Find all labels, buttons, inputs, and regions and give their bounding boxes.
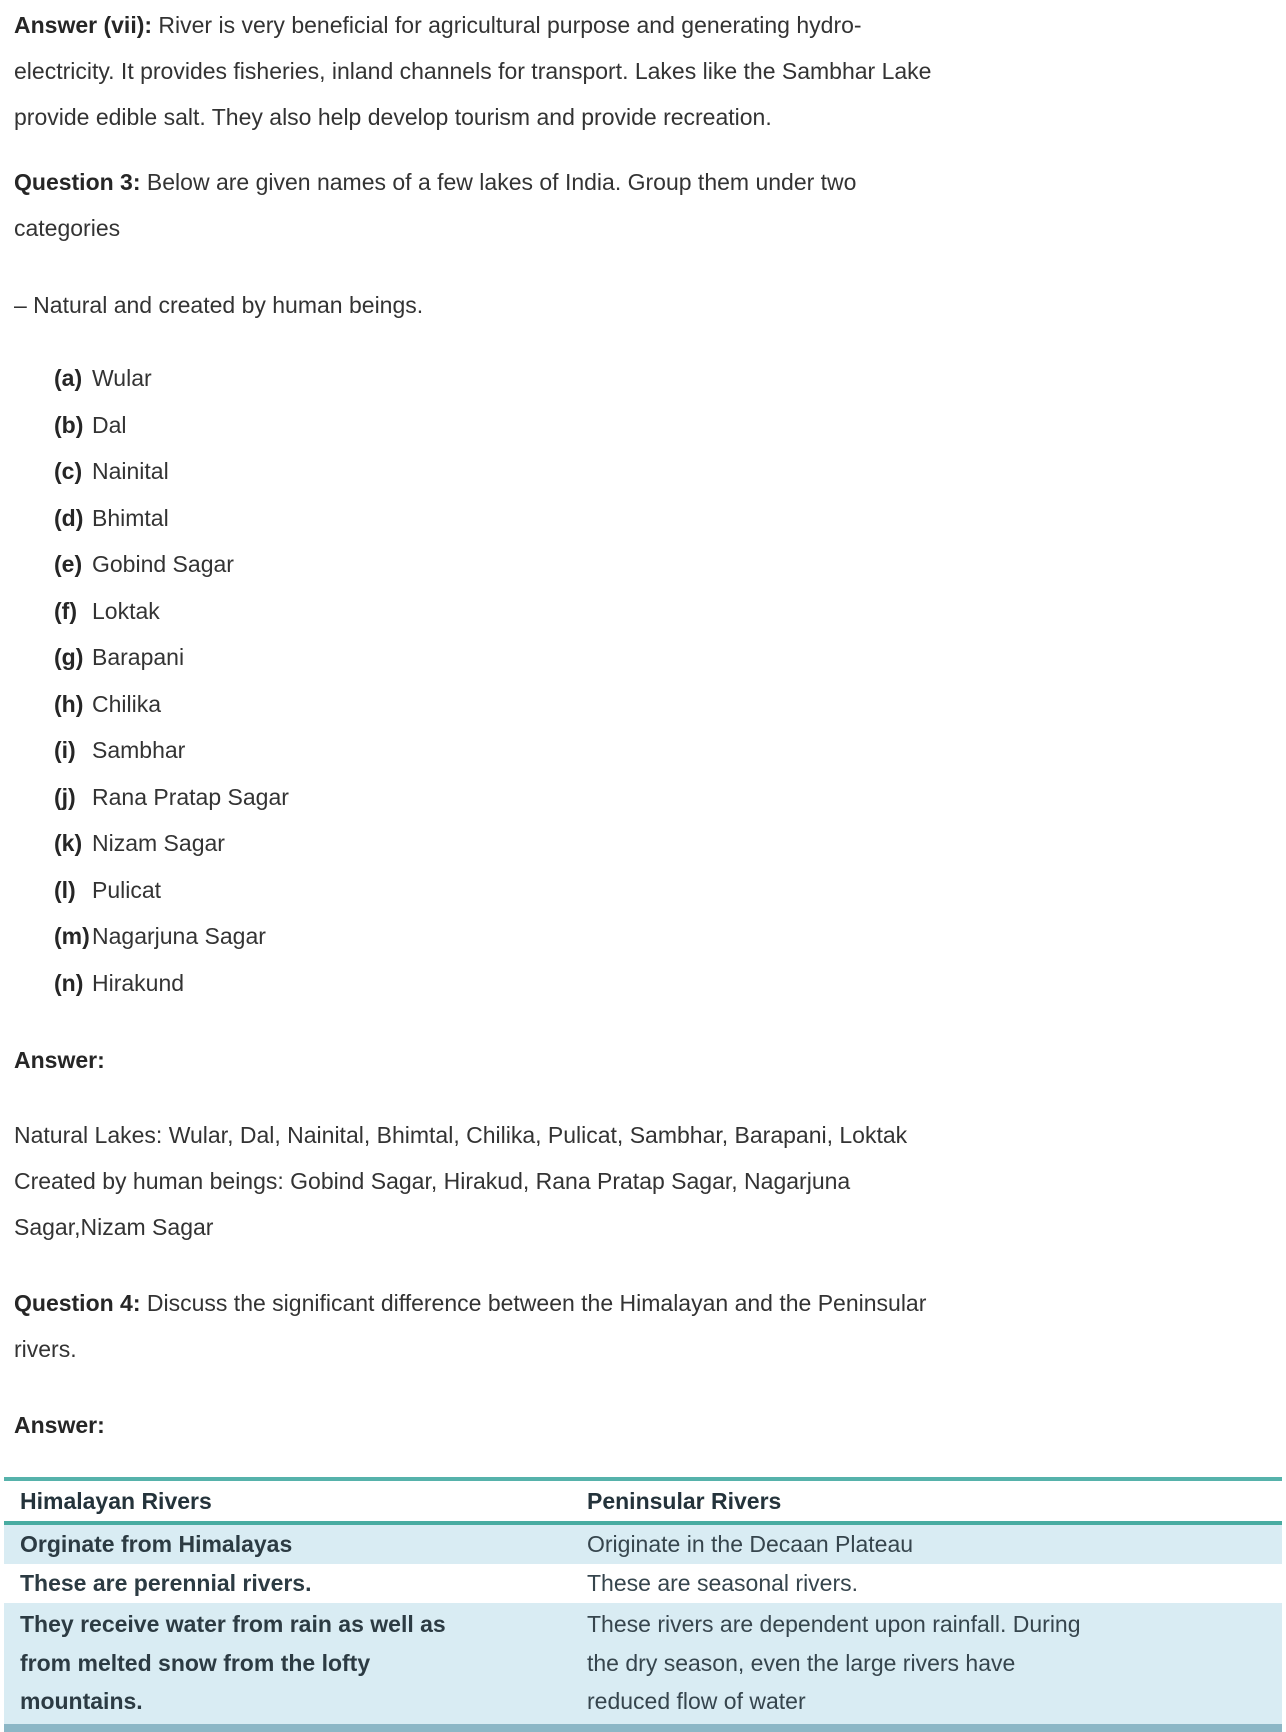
table-cell <box>576 1523 1282 1564</box>
lake-name: Dal <box>92 411 127 438</box>
list-item <box>54 867 1272 914</box>
list-marker: (i) <box>54 737 76 763</box>
list-marker: (a) <box>54 365 83 391</box>
table-row <box>4 1564 1282 1603</box>
list-marker: (n) <box>54 969 84 996</box>
lake-name: Bhimtal <box>92 504 169 531</box>
lake-name: Wular <box>92 365 152 391</box>
lake-name: Nagarjuna Sagar <box>92 923 266 949</box>
cell-text: They receive water from rain as well as <box>20 1611 446 1637</box>
answer-3-line2: Created by human beings: Gobind Sagar, Hirakud, Rana Pratap Sagar, Nagarjuna <box>14 1168 851 1194</box>
question-3-paragraph <box>14 159 1272 251</box>
lake-name: Chilika <box>92 690 162 717</box>
cell-text: reduced flow of water <box>587 1688 806 1714</box>
table-cell <box>4 1564 576 1603</box>
question-3-line2: categories <box>14 215 121 241</box>
answer-vii-line2: electricity. It provides fisheries, inland channels for transport. Lakes like the Sambhar Lake <box>14 58 932 84</box>
header-peninsular-rivers: Peninsular Rivers <box>576 1479 1282 1523</box>
list-item <box>54 355 1272 402</box>
question-4-label: Question 4: <box>14 1290 141 1316</box>
list-marker: (m) <box>54 923 90 949</box>
list-marker: (b) <box>54 411 84 438</box>
answer-4-label: Answer: <box>14 1412 105 1438</box>
table-header-row <box>4 1479 1282 1523</box>
cell-text: mountains. <box>20 1688 143 1714</box>
cell-text: These are perennial rivers. <box>20 1570 312 1596</box>
list-item <box>54 960 1272 1007</box>
answer-vii-line1: River is very beneficial for agricultural purpose and generating hydro- <box>152 12 862 38</box>
lake-name: Barapani <box>92 644 185 670</box>
list-marker: (j) <box>54 783 76 810</box>
lake-name: Nizam Sagar <box>92 830 225 856</box>
answer-3-label: Answer: <box>14 1047 105 1073</box>
lake-name: Rana Pratap Sagar <box>92 783 289 810</box>
list-marker: (d) <box>54 504 84 531</box>
list-marker: (c) <box>54 458 83 484</box>
question-3-line1: Below are given names of a few lakes of India. Group them under two <box>140 169 857 195</box>
header-himalayan-rivers: Himalayan Rivers <box>4 1479 576 1523</box>
list-item <box>54 448 1272 495</box>
list-item <box>54 913 1272 960</box>
table-cell <box>576 1603 1282 1728</box>
answer-vii-paragraph <box>14 2 1272 140</box>
cell-text: These are seasonal rivers. <box>587 1570 859 1596</box>
question-4-line2: rivers. <box>14 1336 77 1362</box>
answer-3-line1: Natural Lakes: Wular, Dal, Nainital, Bhimtal, Chilika, Pulicat, Sambhar, Barapani, Loktak <box>14 1122 908 1148</box>
list-item <box>54 774 1272 821</box>
cell-text: from melted snow from the lofty <box>20 1649 371 1676</box>
list-marker: (e) <box>54 551 83 577</box>
table-cell <box>4 1603 576 1728</box>
answer-3-line3: Sagar,Nizam Sagar <box>14 1214 214 1240</box>
answer-vii-label: Answer (vii): <box>14 12 153 38</box>
list-item <box>54 820 1272 867</box>
list-marker: (h) <box>54 690 84 717</box>
lake-name: Sambhar <box>92 737 186 763</box>
lake-name: Hirakund <box>92 969 185 996</box>
cell-text: Orginate from Himalayas <box>20 1531 293 1557</box>
categories-note: – Natural and created by human beings. <box>14 292 424 318</box>
answer-vii-line3: provide edible salt. They also help develop tourism and provide recreation. <box>14 104 772 130</box>
lake-name: Nainital <box>92 458 169 484</box>
list-item <box>54 495 1272 542</box>
list-marker: (g) <box>54 644 84 670</box>
list-item <box>54 402 1272 449</box>
list-marker: (l) <box>54 876 76 903</box>
list-item <box>54 727 1272 774</box>
table-row <box>4 1603 1282 1728</box>
answer-3-paragraph <box>14 1112 1272 1250</box>
table-row <box>4 1479 1282 1523</box>
list-marker: (f) <box>54 597 77 624</box>
cell-text: These rivers are dependent upon rainfall. During <box>587 1611 1081 1637</box>
lakes-list <box>14 355 1272 1006</box>
question-3-label: Question 3: <box>14 169 141 195</box>
list-item <box>54 634 1272 681</box>
table-cell <box>576 1564 1282 1603</box>
question-4-paragraph <box>14 1280 1272 1372</box>
list-marker: (k) <box>54 830 83 856</box>
rivers-comparison-table <box>4 1477 1282 1732</box>
cell-text: Originate in the Decaan Plateau <box>587 1531 914 1557</box>
table-row <box>4 1523 1282 1564</box>
list-item <box>54 541 1272 588</box>
lake-name: Pulicat <box>92 876 162 903</box>
list-item <box>54 588 1272 635</box>
question-4-line1: Discuss the significant difference between the Himalayan and the Peninsular <box>140 1290 927 1316</box>
table-cell <box>4 1523 576 1564</box>
lake-name: Gobind Sagar <box>92 551 234 577</box>
lake-name: Loktak <box>92 597 160 624</box>
list-item <box>54 681 1272 728</box>
cell-text: the dry season, even the large rivers have <box>587 1649 1016 1676</box>
